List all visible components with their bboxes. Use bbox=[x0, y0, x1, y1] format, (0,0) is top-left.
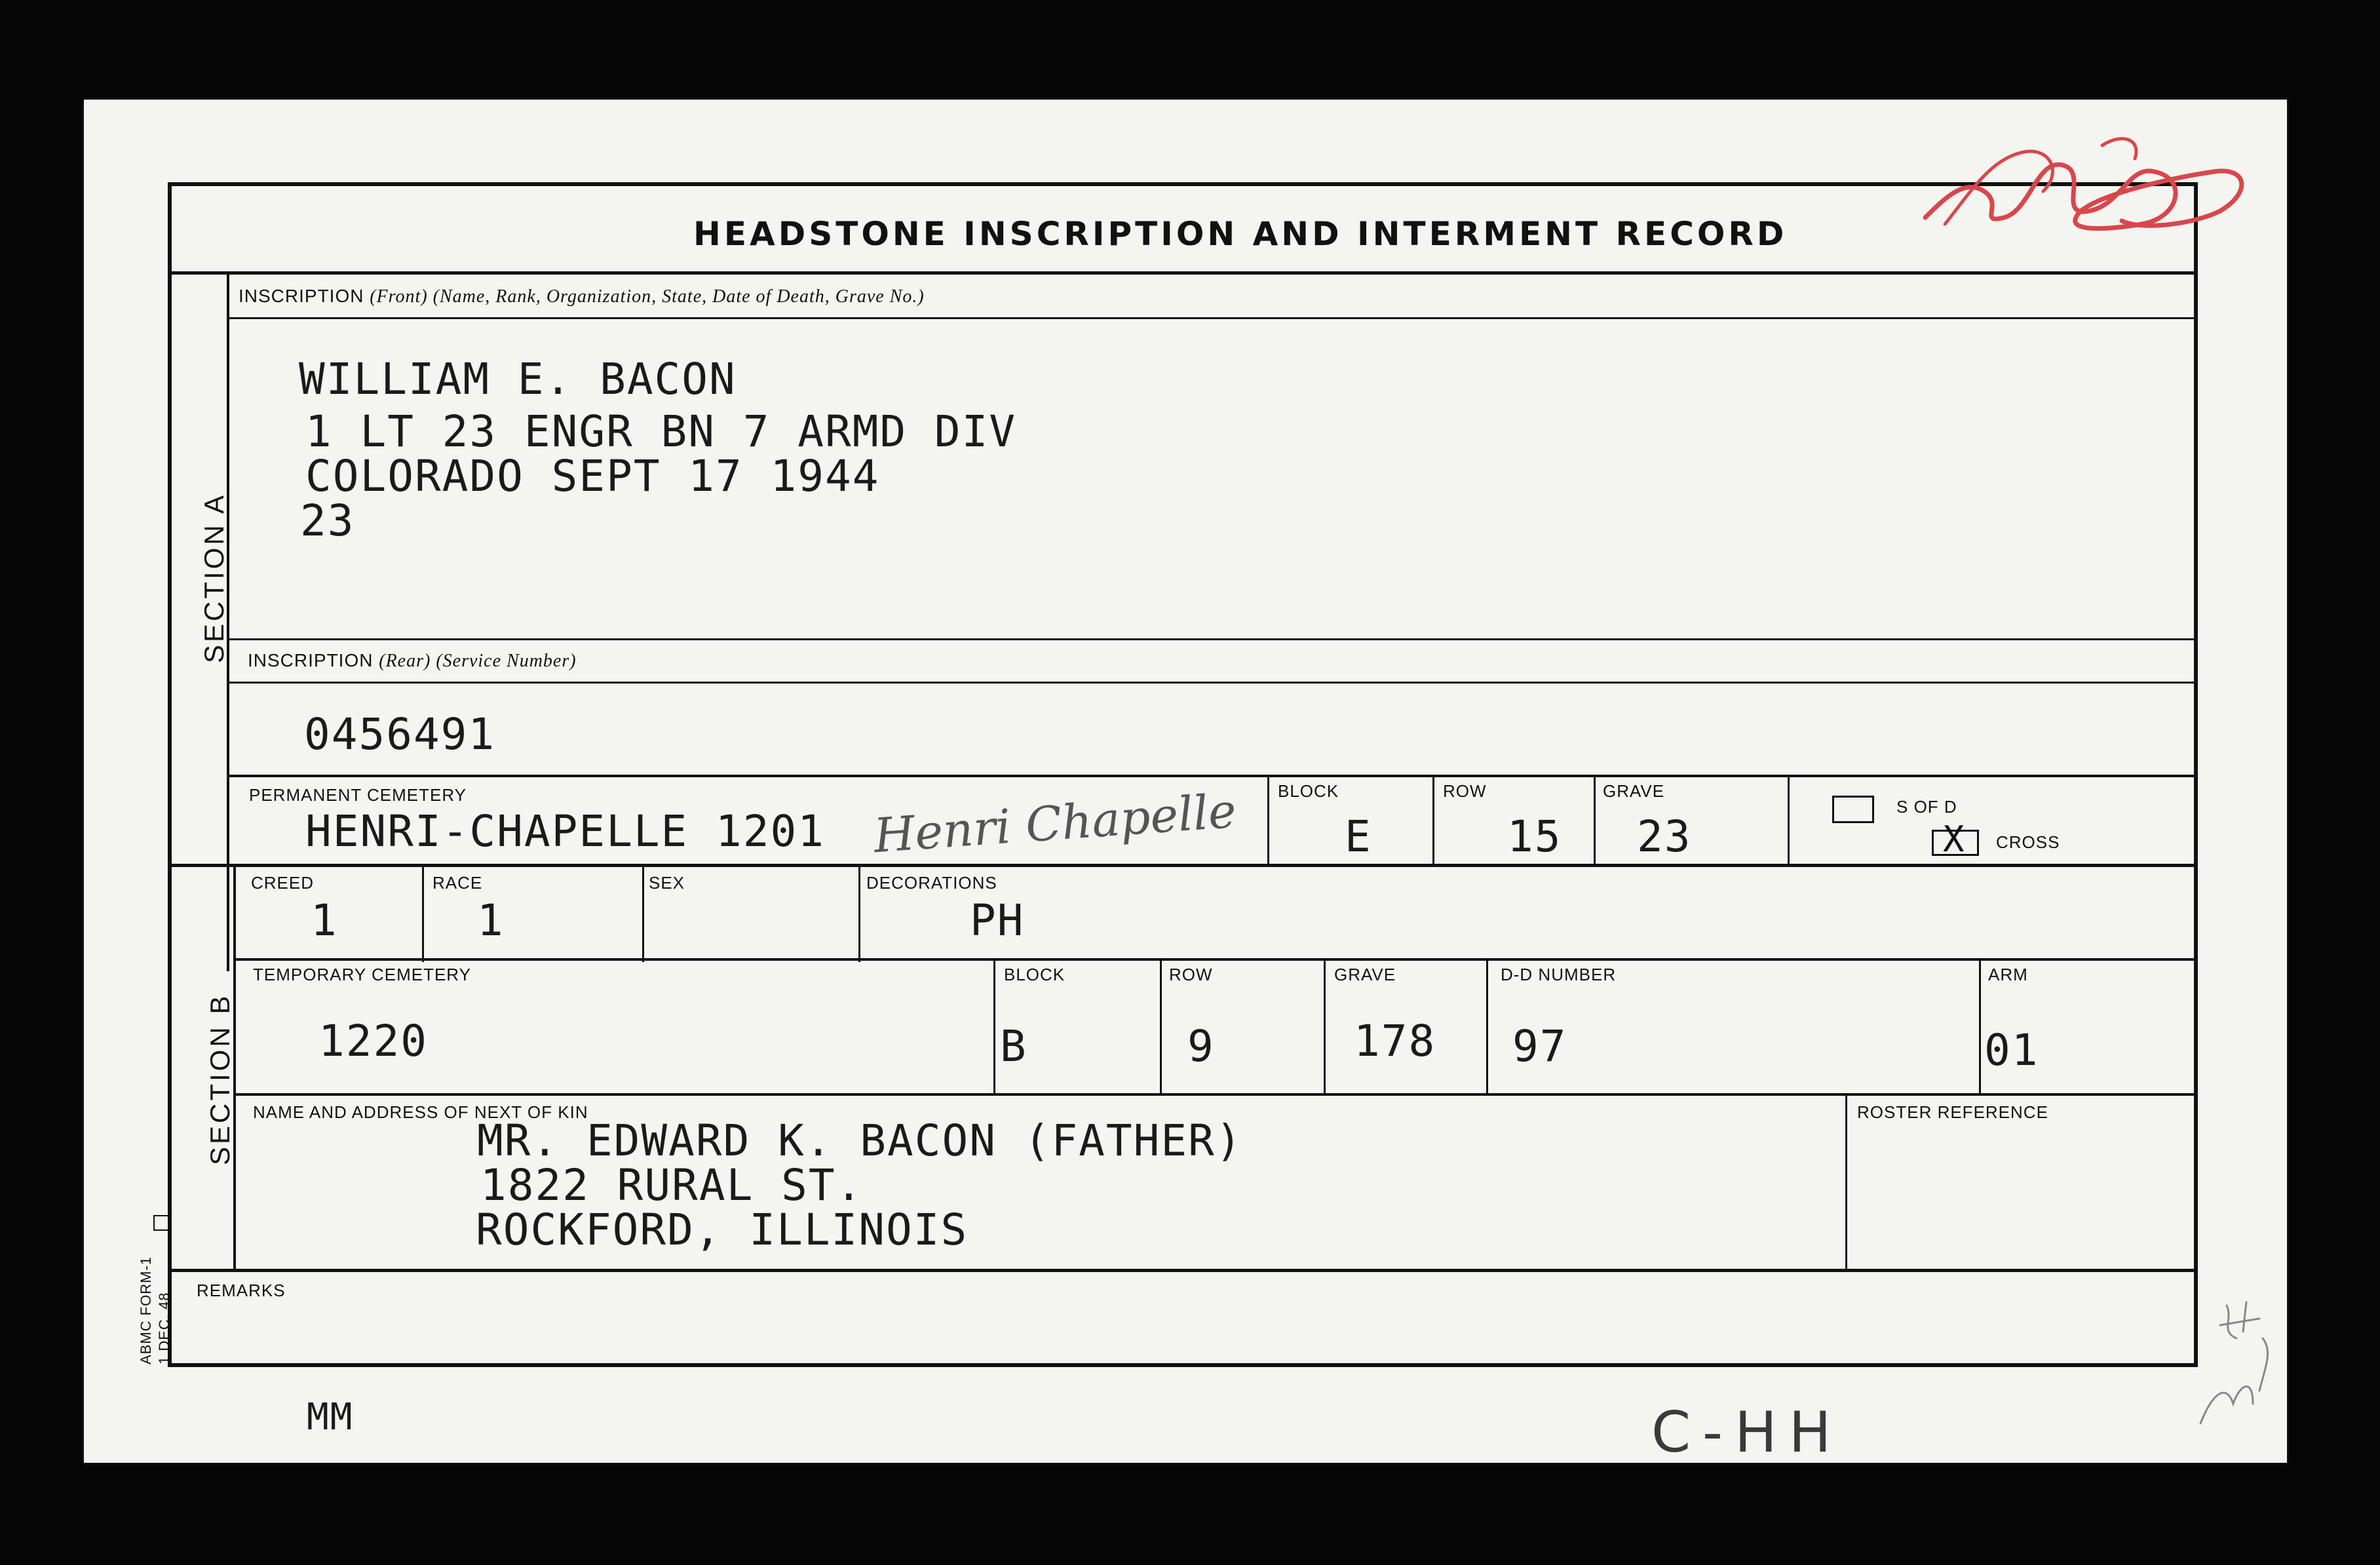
section-b-top-line bbox=[168, 864, 2198, 867]
race-value: 1 bbox=[477, 895, 505, 946]
perm-grave-divider bbox=[1594, 775, 1596, 866]
decorations-value: PH bbox=[970, 895, 1025, 946]
sex-decorations-divider bbox=[858, 864, 860, 962]
remarks-label: REMARKS bbox=[197, 1281, 286, 1300]
remarks-top-line bbox=[168, 1269, 2198, 1272]
perm-grave-label: GRAVE bbox=[1603, 781, 1665, 801]
perm-row-value: 15 bbox=[1507, 811, 1562, 862]
temp-cemetery-value: 1220 bbox=[318, 1016, 428, 1066]
arm-divider bbox=[1979, 958, 1981, 1096]
next-of-kin-label: NAME AND ADDRESS OF NEXT OF KIN bbox=[253, 1102, 588, 1122]
s-of-d-checkbox[interactable] bbox=[1832, 796, 1874, 823]
temp-row-divider bbox=[1160, 958, 1162, 1096]
temp-row-label: ROW bbox=[1169, 965, 1213, 984]
temp-grave-label: GRAVE bbox=[1334, 965, 1396, 984]
temp-block-value: B bbox=[1000, 1021, 1027, 1072]
inscription-rear-label-text: INSCRIPTION bbox=[248, 650, 374, 670]
cross-label: CROSS bbox=[1996, 832, 2060, 852]
cross-checkbox[interactable] bbox=[1932, 819, 1979, 860]
temp-cemetery-top-line bbox=[236, 958, 2198, 961]
form-title: HEADSTONE INSCRIPTION AND INTERMENT RECORD bbox=[693, 215, 1788, 253]
inscription-front-label-text: INSCRIPTION bbox=[239, 286, 364, 306]
race-label: RACE bbox=[432, 873, 483, 893]
service-number: 0456491 bbox=[304, 709, 496, 760]
permanent-cemetery-top-line bbox=[229, 775, 2198, 777]
inscription-rear-top-divider bbox=[229, 638, 2198, 640]
temp-cemetery-label: TEMPORARY CEMETERY bbox=[253, 965, 471, 984]
perm-row-divider bbox=[1432, 775, 1434, 866]
creed-race-divider bbox=[422, 864, 424, 962]
section-b-label: SECTION B bbox=[204, 993, 235, 1165]
form-id-checkbox[interactable] bbox=[153, 1215, 169, 1231]
perm-row-label: ROW bbox=[1443, 781, 1487, 801]
next-of-kin-line-1: MR. EDWARD K. BACON (FATHER) bbox=[477, 1115, 1243, 1166]
cross-check-mark: X bbox=[1943, 819, 1965, 860]
temp-grave-divider bbox=[1324, 958, 1326, 1096]
inscription-line-4: 23 bbox=[300, 495, 355, 546]
temp-block-divider bbox=[993, 958, 995, 1096]
creed-label: CREED bbox=[251, 873, 315, 893]
frame-bottom bbox=[168, 1363, 2198, 1367]
race-sex-divider bbox=[642, 864, 644, 962]
perm-grave-value: 23 bbox=[1637, 811, 1692, 862]
inscription-line-2: 1 LT 23 ENGR BN 7 ARMD DIV bbox=[305, 406, 1017, 457]
inscription-rear-label bbox=[248, 650, 577, 672]
headstone-record-card bbox=[84, 100, 2287, 1463]
sex-label: SEX bbox=[649, 873, 685, 893]
inscription-front-divider bbox=[229, 317, 2198, 319]
form-id-line-2: 1 DEC. 48 bbox=[156, 1292, 172, 1364]
frame-left bbox=[168, 182, 172, 1367]
temp-grave-value: 178 bbox=[1354, 1016, 1436, 1066]
inscription-rear-label-detail: (Rear) (Service Number) bbox=[379, 651, 577, 671]
permanent-cemetery-label: PERMANENT CEMETERY bbox=[249, 785, 467, 805]
pencil-scribble-mark bbox=[2181, 1292, 2279, 1437]
frame-top bbox=[168, 182, 2198, 186]
dd-number-value: 97 bbox=[1512, 1021, 1567, 1072]
creed-value: 1 bbox=[311, 895, 338, 946]
roster-reference-label: ROSTER REFERENCE bbox=[1857, 1102, 2048, 1122]
title-divider bbox=[168, 271, 2198, 275]
next-of-kin-line-2: 1822 RURAL ST. bbox=[480, 1160, 864, 1210]
next-of-kin-line-3: ROCKFORD, ILLINOIS bbox=[476, 1205, 969, 1255]
marker-divider bbox=[1788, 775, 1790, 866]
permanent-cemetery-value: HENRI-CHAPELLE 1201 bbox=[305, 806, 825, 857]
dd-number-divider bbox=[1486, 958, 1488, 1096]
decorations-label: DECORATIONS bbox=[866, 873, 997, 893]
next-of-kin-top-line bbox=[236, 1093, 2198, 1096]
inscription-line-1: WILLIAM E. BACON bbox=[299, 354, 737, 404]
section-a-label: SECTION A bbox=[199, 492, 229, 663]
form-id-line-1: ABMC FORM-1 bbox=[138, 1256, 154, 1364]
red-scribble-mark bbox=[1906, 119, 2273, 250]
inscription-rear-divider bbox=[229, 682, 2198, 684]
temp-row-value: 9 bbox=[1187, 1021, 1215, 1072]
perm-block-divider bbox=[1267, 775, 1269, 866]
arm-label: ARM bbox=[1988, 965, 2028, 984]
handwritten-code: C-HH bbox=[1651, 1400, 1843, 1465]
dd-number-label: D-D NUMBER bbox=[1501, 965, 1617, 984]
typed-initials: MM bbox=[307, 1396, 354, 1439]
perm-block-value: E bbox=[1345, 811, 1372, 862]
handwritten-cemetery: Henri Chapelle bbox=[872, 783, 1238, 864]
s-of-d-label: S OF D bbox=[1896, 797, 1957, 817]
arm-value: 01 bbox=[1984, 1025, 2039, 1075]
inscription-front-label-detail: (Front) (Name, Rank, Organization, State, Date of Death, Grave No.) bbox=[370, 286, 925, 307]
perm-block-label: BLOCK bbox=[1278, 781, 1339, 801]
inscription-line-3: COLORADO SEPT 17 1944 bbox=[305, 451, 880, 501]
temp-block-label: BLOCK bbox=[1004, 965, 1065, 984]
inscription-front-label bbox=[239, 286, 925, 307]
roster-divider bbox=[1845, 1093, 1847, 1271]
